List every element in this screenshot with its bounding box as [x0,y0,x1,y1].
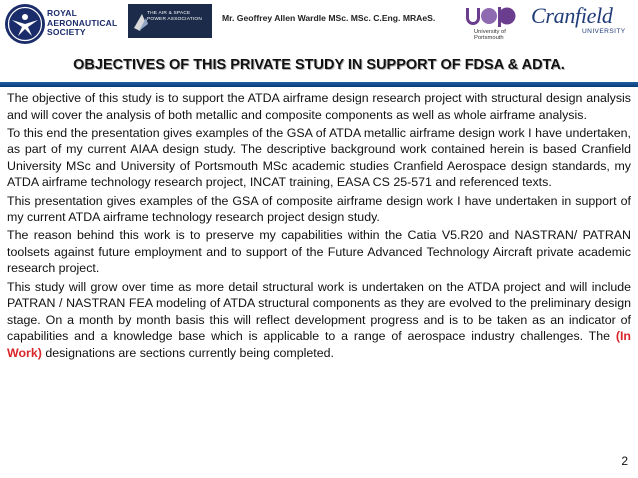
cranfield-logo-wordmark: Cranfield [531,3,613,28]
slide-header [0,0,638,50]
aspa-logo-text [147,11,202,23]
slide-title: OBJECTIVES OF THIS PRIVATE STUDY IN SUPPORT OF FDSA & ADTA. [73,57,565,73]
paragraph-5-before: This study will grow over time as more detail structural work is undertaken on the ATDA project and will include PATRAN / NASTRAN FEA modeling of ATDA structural components as they are evolved to the preliminary design stage. On a month by month basis this will reflect development progress and is to be taken as an indicator of capabilities and a knowledge base which is applicable to a range of aerospace industry challenges. The [7,279,631,344]
in-work-highlight: (In Work) [7,329,631,360]
slide-body [7,90,631,363]
body-paragraph-3: This presentation gives examples of the GSA of composite airframe design work I have undertaken in support of my current ATDA airframe technology research project design study. [7,193,631,225]
body-paragraph-1: The objective of this study is to support the ATDA airframe design research project with structural design analysis and will cover the analysis of both metallic and composite components as well as whole airframe analysis. [7,91,631,122]
ras-line-2: AERONAUTICAL [47,17,118,28]
body-paragraph-4: The reason behind this work is to preserve my capabilities within the Catia V5.R20 and NASTRAN/ PATRAN toolsets against future employment and to support of the Future Advanced Technology Aircraft private academic research project. [7,228,631,276]
uop-logo-text [474,29,506,42]
paragraph-5-after: designations are sections currently being completed. [41,345,334,360]
ras-logo-text [47,9,117,38]
ras-line-3: SOCIETY [47,27,86,37]
page-number: 2 [621,454,628,468]
cranfield-logo-subtitle: UNIVERSITY [582,28,626,35]
aspa-line-2: POWER ASSOCIATION [147,17,203,22]
author-credit: Mr. Geoffrey Allen Wardle MSc. MSc. C.Eng. MRAeS. [222,13,436,23]
ras-line-1: ROYAL [47,8,77,18]
aspa-line-1: THE AIR & SPACE [147,11,191,16]
uop-line-2: Portsmouth [474,35,504,42]
body-paragraph-5 [7,279,631,362]
uop-line-1: University of [474,29,506,35]
body-paragraph-2: To this end the presentation gives examples of the GSA of ATDA metallic airframe design work I have undertaken, as part of my current AIAA design study. The descriptive background work contained herein is based Cranfield University MSc and University of Portsmouth MSc academic studies Cranfield Aerospace design standards, my ATDA airframe technology research project, INCAT training, EASA CS 25-571 and referenced texts. [7,125,631,190]
uop-emblem-icon [462,4,524,30]
ras-emblem-icon [4,3,48,45]
title-divider [0,82,638,87]
